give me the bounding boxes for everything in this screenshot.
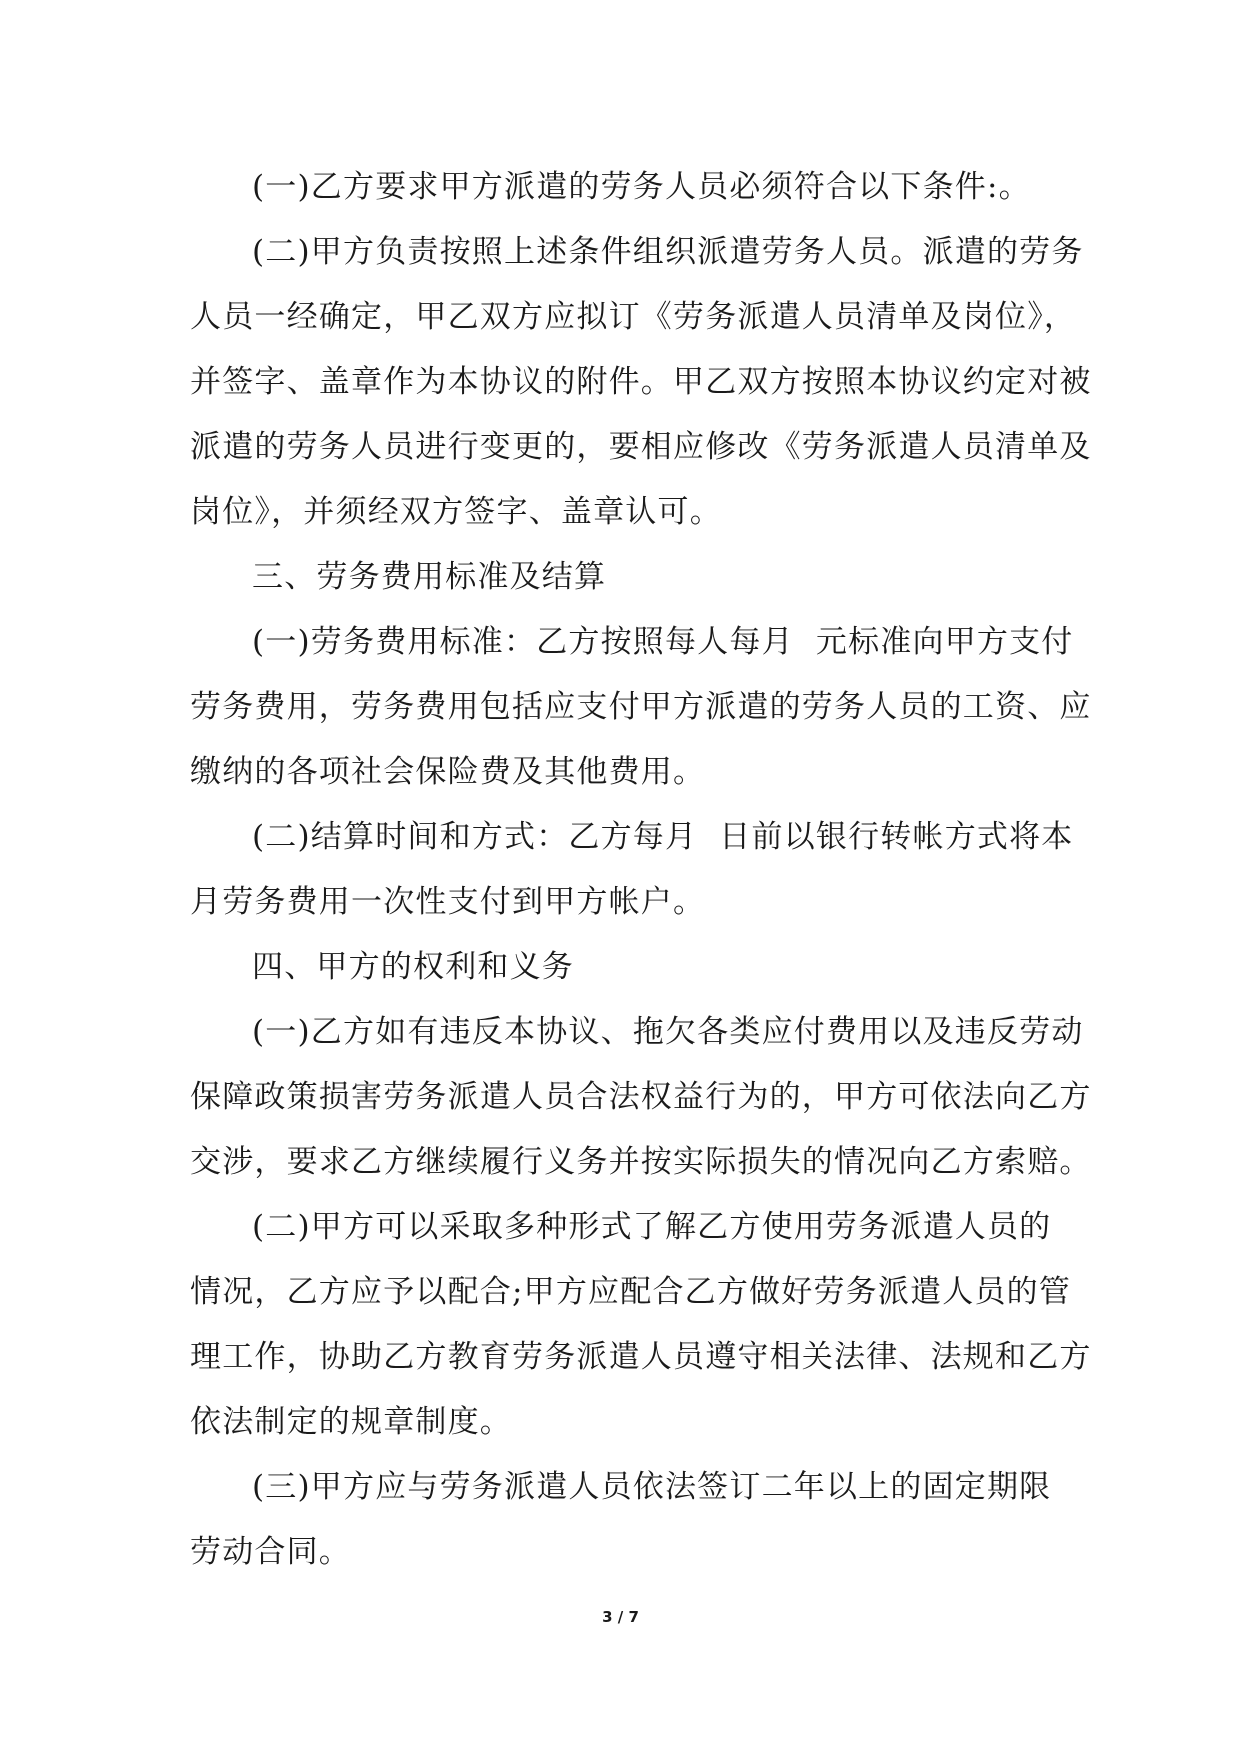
paragraph-line: (二)甲方可以采取多种形式了解乙方使用劳务派遣人员的 bbox=[252, 1209, 1052, 1245]
paragraph-line: 保障政策损害劳务派遣人员合法权益行为的，甲方可依法向乙方 bbox=[190, 1079, 1092, 1115]
document-body bbox=[190, 155, 1092, 1585]
paragraph-line: 情况，乙方应予以配合;甲方应配合乙方做好劳务派遣人员的管 bbox=[190, 1274, 1072, 1310]
paragraph-line: (一)乙方要求甲方派遣的劳务人员必须符合以下条件:。 bbox=[252, 169, 1031, 205]
section-heading: 四、甲方的权利和义务 bbox=[252, 949, 574, 985]
paragraph-line: (二)甲方负责按照上述条件组织派遣劳务人员。派遣的劳务 bbox=[252, 234, 1084, 270]
section-heading: 三、劳务费用标准及结算 bbox=[252, 559, 607, 595]
paragraph-line: (一)劳务费用标准：乙方按照每人每月 元标准向甲方支付 bbox=[252, 624, 1074, 660]
paragraph-line: 人员一经确定，甲乙双方应拟订《劳务派遣人员清单及岗位》， bbox=[190, 299, 1077, 335]
paragraph-line: 交涉，要求乙方继续履行义务并按实际损失的情况向乙方索赔。 bbox=[190, 1144, 1092, 1180]
paragraph-line: 派遣的劳务人员进行变更的，要相应修改《劳务派遣人员清单及 bbox=[190, 429, 1092, 465]
page-number: 3 / 7 bbox=[602, 1608, 639, 1626]
paragraph-line: 并签字、盖章作为本协议的附件。甲乙双方按照本协议约定对被 bbox=[190, 364, 1092, 400]
paragraph-line: 月劳务费用一次性支付到甲方帐户。 bbox=[190, 884, 706, 920]
paragraph-line: (三)甲方应与劳务派遣人员依法签订二年以上的固定期限 bbox=[252, 1469, 1052, 1505]
paragraph-line: 理工作，协助乙方教育劳务派遣人员遵守相关法律、法规和乙方 bbox=[190, 1339, 1092, 1375]
paragraph-line: (一)乙方如有违反本协议、拖欠各类应付费用以及违反劳动 bbox=[252, 1014, 1084, 1050]
paragraph-line: (二)结算时间和方式：乙方每月 日前以银行转帐方式将本 bbox=[252, 819, 1074, 855]
paragraph-line: 岗位》，并须经双方签字、盖章认可。 bbox=[190, 494, 722, 530]
paragraph-line: 缴纳的各项社会保险费及其他费用。 bbox=[190, 754, 706, 790]
paragraph-line: 劳动合同。 bbox=[190, 1534, 351, 1570]
paragraph-line: 依法制定的规章制度。 bbox=[190, 1404, 512, 1440]
paragraph-line: 劳务费用，劳务费用包括应支付甲方派遣的劳务人员的工资、应 bbox=[190, 689, 1092, 725]
